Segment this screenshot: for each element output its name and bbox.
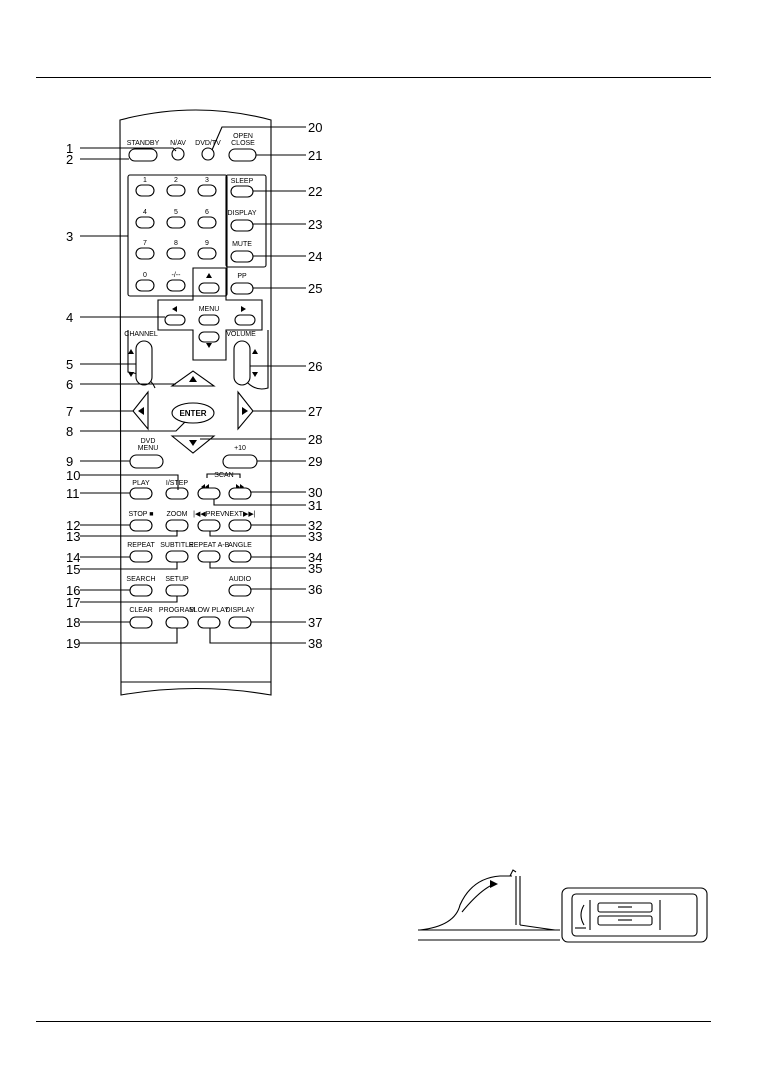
callout-17: 17 — [66, 595, 81, 610]
callout-10: 10 — [66, 468, 81, 483]
display-top-label: DISPLAY — [227, 210, 257, 217]
leader-17 — [80, 596, 177, 602]
play-label: PLAY — [132, 480, 150, 487]
plus10-label: +10 — [234, 445, 246, 452]
open-label: OPEN — [233, 133, 253, 140]
dvd-menu-label-2: MENU — [137, 445, 159, 452]
digit-0-label: 0 — [143, 272, 147, 279]
callout-27: 27 — [308, 404, 323, 419]
sleep-label: SLEEP — [230, 178, 254, 185]
repeat-label: REPEAT — [127, 542, 155, 549]
leader-13 — [80, 530, 177, 536]
next-button[interactable] — [229, 520, 251, 531]
callout-25: 25 — [308, 281, 323, 296]
zoom-button[interactable] — [166, 520, 188, 531]
pp-button[interactable] — [231, 283, 253, 294]
volume-rocker[interactable] — [234, 341, 250, 385]
digit-4-label: 4 — [143, 209, 147, 216]
callout-15: 15 — [66, 562, 81, 577]
istep-label: I/STEP — [165, 480, 189, 487]
digit-9-button[interactable] — [198, 248, 216, 259]
display-bottom-label: DISPLAY — [225, 607, 255, 614]
digit-6-label: 6 — [205, 209, 209, 216]
leader-15 — [80, 562, 177, 569]
program-label: PROGRAM — [158, 607, 196, 614]
enter-label: ENTER — [179, 409, 207, 418]
close-label: CLOSE — [231, 140, 255, 147]
volume-label: VOLUME — [226, 331, 256, 338]
setup-button[interactable] — [166, 585, 188, 596]
channel-up-icon — [128, 349, 134, 354]
leader-33 — [210, 531, 306, 536]
channel-label: CHANNEL — [124, 331, 158, 338]
callout-38: 38 — [308, 636, 323, 651]
digit-7-label: 7 — [143, 240, 147, 247]
channel-down-icon — [128, 372, 134, 377]
leader-38 — [210, 628, 306, 643]
callout-35: 35 — [308, 561, 323, 576]
search-label: SEARCH — [126, 576, 156, 583]
callout-21: 21 — [308, 148, 323, 163]
digit-8-label: 8 — [174, 240, 178, 247]
digit-2-label: 2 — [174, 177, 178, 184]
mute-label: MUTE — [232, 241, 252, 248]
menu-right-button[interactable] — [235, 315, 255, 325]
callout-14: 14 — [66, 550, 81, 565]
callout-8: 8 — [66, 424, 74, 439]
open-close-button[interactable] — [229, 149, 256, 161]
callout-20: 20 — [308, 120, 323, 135]
istep-button[interactable] — [166, 488, 188, 499]
clear-label: CLEAR — [129, 607, 153, 614]
setup-label: SETUP — [165, 576, 189, 583]
callout-33: 33 — [308, 529, 323, 544]
digit-2-button[interactable] — [167, 185, 185, 196]
channel-rocker[interactable] — [136, 341, 152, 385]
clear-button[interactable] — [130, 617, 152, 628]
callout-5: 5 — [66, 357, 74, 372]
scan-label: SCAN — [214, 472, 234, 479]
display-top-button[interactable] — [231, 220, 253, 231]
callout-31: 31 — [308, 498, 323, 513]
leader-1 — [80, 148, 176, 151]
sleep-button[interactable] — [231, 186, 253, 197]
battery-compartment-illustration — [562, 888, 707, 942]
digit-3-button[interactable] — [198, 185, 216, 196]
callout-13: 13 — [66, 529, 81, 544]
dash-label: -/-- — [171, 272, 181, 279]
prev-label: |◀◀PREV — [193, 511, 225, 518]
volume-up-icon — [252, 349, 258, 354]
stop-button[interactable] — [130, 520, 152, 531]
repeat-ab-label: REPEAT A-B — [188, 542, 230, 549]
dvdtv-label: DVD/TV — [195, 140, 221, 147]
battery-cover-removal-illustration — [418, 870, 560, 940]
callout-7: 7 — [66, 404, 74, 419]
scan-forward-button[interactable] — [229, 488, 251, 499]
menu-label: MENU — [198, 306, 220, 313]
menu-down-icon — [206, 343, 212, 348]
search-button[interactable] — [130, 585, 152, 596]
repeat-button[interactable] — [130, 551, 152, 562]
plus10-button[interactable] — [223, 455, 257, 468]
standby-button[interactable] — [129, 149, 157, 161]
callout-3: 3 — [66, 229, 74, 244]
subtitle-button[interactable] — [166, 551, 188, 562]
program-button[interactable] — [166, 617, 188, 628]
menu-left-button[interactable] — [165, 315, 185, 325]
leader-10 — [80, 475, 178, 490]
repeat-ab-button[interactable] — [198, 551, 220, 562]
audio-button[interactable] — [229, 585, 251, 596]
digit-3-label: 3 — [205, 177, 209, 184]
callout-37: 37 — [308, 615, 323, 630]
digit-6-button[interactable] — [198, 217, 216, 228]
subtitle-label: SUBTITLE — [160, 542, 194, 549]
digit-1-button[interactable] — [136, 185, 154, 196]
menu-button[interactable] — [199, 315, 219, 325]
display-bottom-button[interactable] — [229, 617, 251, 628]
callout-23: 23 — [308, 217, 323, 232]
angle-label: ANGLE — [228, 542, 252, 549]
leader-20 — [212, 127, 306, 150]
nav-button[interactable] — [172, 148, 184, 160]
leader-31 — [214, 499, 306, 505]
volume-down-icon — [252, 372, 258, 377]
slow-play-label: SLOW PLAY — [189, 607, 229, 614]
next-label: NEXT▶▶| — [224, 511, 256, 518]
callout-29: 29 — [308, 454, 323, 469]
callout-18: 18 — [66, 615, 81, 630]
dash-button[interactable] — [167, 280, 185, 291]
callout-22: 22 — [308, 184, 323, 199]
callout-28: 28 — [308, 432, 323, 447]
digit-1-label: 1 — [143, 177, 147, 184]
callout-12: 12 — [66, 518, 81, 533]
callout-1: 1 — [66, 141, 74, 156]
leader-19 — [80, 628, 177, 643]
callout-30: 30 — [308, 485, 323, 500]
callout-11: 11 — [66, 486, 80, 501]
callout-4: 4 — [66, 310, 74, 325]
slow-play-button[interactable] — [198, 617, 220, 628]
audio-label: AUDIO — [228, 576, 252, 583]
digit-5-label: 5 — [174, 209, 178, 216]
pp-label: PP — [237, 273, 247, 280]
digit-8-button[interactable] — [167, 248, 185, 259]
menu-left-icon — [172, 306, 177, 312]
callout-32: 32 — [308, 518, 323, 533]
callout-19: 19 — [66, 636, 81, 651]
callout-34: 34 — [308, 550, 323, 565]
menu-down-button[interactable] — [199, 332, 219, 342]
menu-up-button[interactable] — [199, 283, 219, 293]
dvd-menu-label-1: DVD — [140, 438, 156, 445]
callout-36: 36 — [308, 582, 323, 597]
leader-35 — [210, 562, 306, 568]
leader-8 — [80, 422, 185, 431]
scan-back-button[interactable] — [198, 488, 220, 499]
digit-7-button[interactable] — [136, 248, 154, 259]
angle-button[interactable] — [229, 551, 251, 562]
callout-24: 24 — [308, 249, 323, 264]
digit-9-label: 9 — [205, 240, 209, 247]
nav-label: N/AV — [170, 140, 186, 147]
callout-26: 26 — [308, 359, 323, 374]
menu-right-icon — [241, 306, 246, 312]
mute-button[interactable] — [231, 251, 253, 262]
callout-2: 2 — [66, 152, 74, 167]
digit-0-button[interactable] — [136, 280, 154, 291]
callout-9: 9 — [66, 454, 74, 469]
prev-button[interactable] — [198, 520, 220, 531]
dvd-menu-button[interactable] — [130, 455, 163, 468]
callout-16: 16 — [66, 583, 81, 598]
digit-5-button[interactable] — [167, 217, 185, 228]
menu-up-icon — [206, 273, 212, 278]
zoom-label: ZOOM — [166, 511, 188, 518]
play-button[interactable] — [130, 488, 152, 499]
digit-4-button[interactable] — [136, 217, 154, 228]
standby-label: STANDBY — [126, 140, 160, 147]
stop-label: STOP ■ — [128, 511, 154, 518]
callout-6: 6 — [66, 377, 74, 392]
